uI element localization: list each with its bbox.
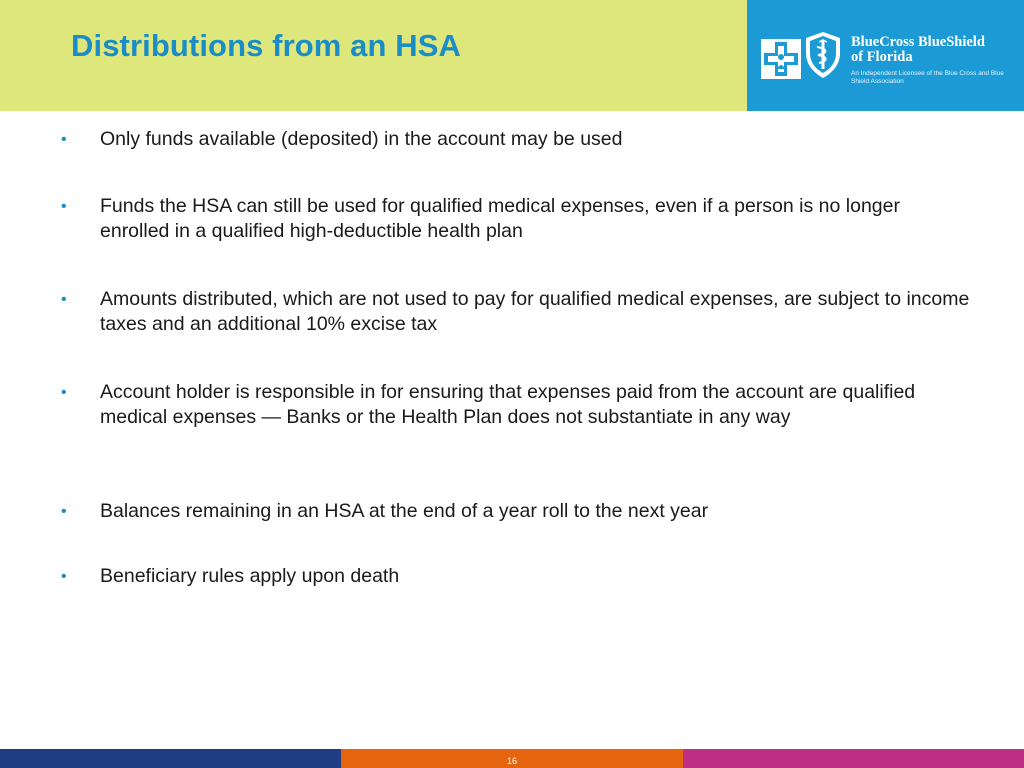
header-band: [0, 0, 747, 111]
bullet-item: [61, 499, 970, 524]
logo-tagline: An Independent Licensee of the Blue Cross and Blue Shield Association: [851, 70, 1004, 85]
bullet-text: Only funds available (deposited) in the account may be used: [100, 128, 623, 150]
logo-wordmark-line1: BlueCross BlueShield: [851, 34, 985, 50]
bullet-item: [61, 287, 970, 337]
page-number: 16: [506, 756, 517, 766]
bullet-marker: •: [61, 384, 67, 401]
footer-segment-magenta: [683, 749, 1024, 768]
logo-wordmark-line2: of Florida: [851, 49, 913, 65]
slide-title: Distributions from an HSA: [71, 28, 462, 63]
blue-shield-icon: [804, 31, 842, 79]
blue-cross-icon: [761, 39, 801, 79]
bullet-marker: •: [61, 131, 67, 148]
bullet-text: Balances remaining in an HSA at the end of a year roll to the next year: [100, 500, 709, 522]
footer-bar: [0, 749, 1024, 768]
bullet-text: Beneficiary rules apply upon death: [100, 565, 400, 587]
footer-segment-orange: [341, 749, 683, 768]
bullet-marker: •: [61, 568, 67, 585]
footer-segment-navy: [0, 749, 341, 768]
bullet-item: [61, 564, 970, 589]
bullet-item: [61, 380, 970, 430]
bullet-marker: •: [61, 291, 67, 308]
bullet-text: Account holder is responsible in for ensuring that expenses paid from the account are qualified medical expenses — Banks or the Health Plan does not substantiate in any way: [100, 381, 916, 428]
bullet-marker: •: [61, 503, 67, 520]
logo-wordmark: [851, 35, 985, 65]
bullet-text: Amounts distributed, which are not used to pay for qualified medical expenses, are subject to income taxes and an additional 10% excise tax: [100, 288, 970, 335]
logo-panel: [747, 0, 1024, 111]
bullet-text: Funds the HSA can still be used for qualified medical expenses, even if a person is no longer enrolled in a qualified high-deductible health plan: [100, 195, 900, 242]
bullet-marker: •: [61, 198, 67, 215]
bullet-item: [61, 127, 970, 152]
bullet-item: [61, 194, 970, 244]
